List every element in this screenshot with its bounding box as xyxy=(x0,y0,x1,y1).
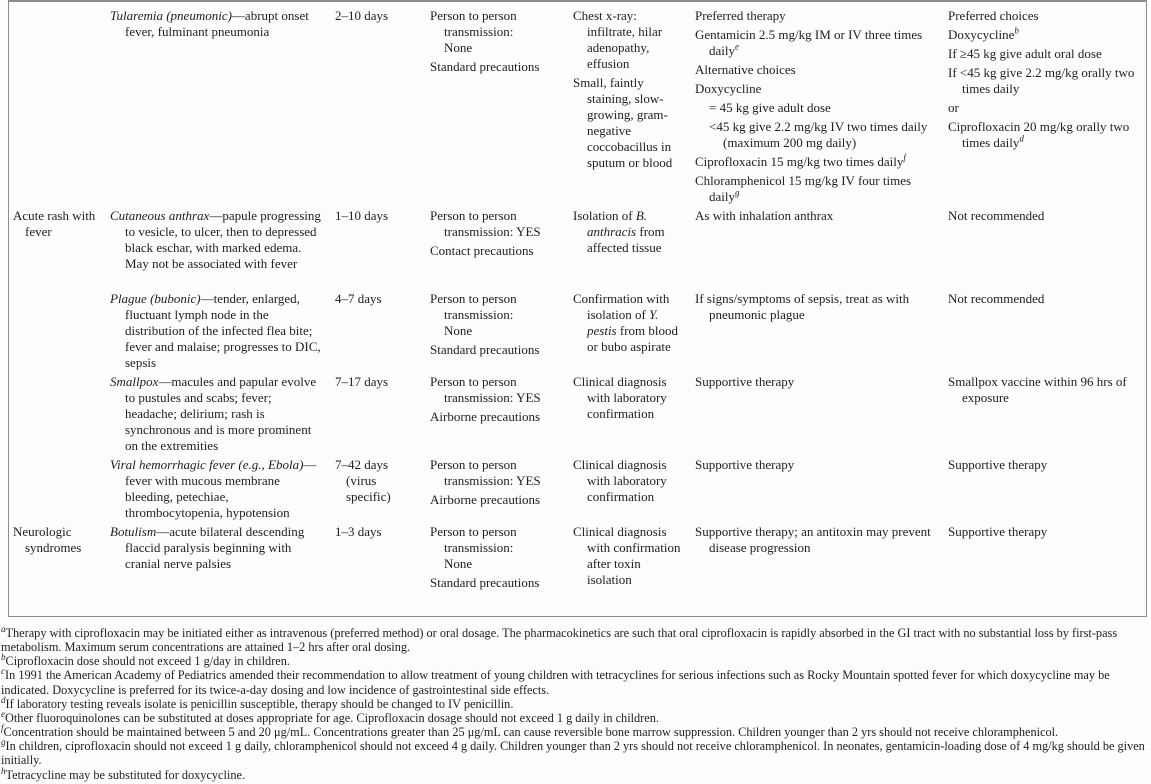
table-row xyxy=(13,524,1146,612)
treatment-cell xyxy=(695,8,948,208)
text-paragraph: Person to person transmission: None xyxy=(430,524,517,571)
diagnosis-cell xyxy=(573,208,695,259)
text-paragraph: or xyxy=(948,100,959,115)
text-paragraph: Smallpox—macules and papular evolve to pustules and scabs; fever; headache; delirium; rash is synchronous and is more prominent on the extremities xyxy=(110,374,317,453)
text-paragraph: Standard precautions xyxy=(430,575,540,590)
bioterrorism-agents-table xyxy=(8,0,1147,617)
text-paragraph: Not recommended xyxy=(948,291,1045,306)
table-row xyxy=(13,8,1146,208)
treatment-cell xyxy=(695,291,948,326)
text-paragraph: Confirmation with isolation of Y. pestis from blood or bubo aspirate xyxy=(573,291,679,354)
text-paragraph: Supportive therapy xyxy=(695,457,795,472)
table-row xyxy=(13,208,1146,291)
text-paragraph: Chloramphenicol 15 mg/kg IV four times daily$^g$ xyxy=(695,173,912,204)
text-paragraph: Doxycycline$^b$ xyxy=(948,25,1019,42)
text-paragraph: 7–17 days xyxy=(335,374,389,389)
footnote: $^e$Other fluoroquinolones can be substituted at doses appropriate for age. Ciprofloxacin dosage should not exceed 1 g daily in children. xyxy=(1,708,659,725)
prophylaxis-cell xyxy=(948,457,1145,476)
text-paragraph: As with inhalation anthrax xyxy=(695,208,834,223)
diagnosis-cell xyxy=(573,8,695,174)
disease-cell xyxy=(110,291,333,374)
incubation-cell xyxy=(333,208,430,227)
text-paragraph: Clinical diagnosis with confirmation after toxin isolation xyxy=(573,524,681,587)
transmission-cell xyxy=(430,524,573,594)
incubation-cell xyxy=(333,291,430,310)
syndrome-cell xyxy=(13,208,110,243)
footnote: $^a$Therapy with ciprofloxacin may be initiated either as intravenous (preferred method) or oral dosage. The pharmacokinetics are such that oral ciprofloxacin is rapidly absorbed in the GI tract with no substantial loss by first-pass metabolism. Maximum serum concentrations are attained 1–2 hrs after oral dosing. xyxy=(1,623,1118,655)
transmission-cell xyxy=(430,208,573,262)
disease-cell xyxy=(110,374,333,457)
treatment-cell xyxy=(695,208,948,227)
text-paragraph: Person to person transmission: None xyxy=(430,8,517,55)
text-paragraph: Person to person transmission: YES xyxy=(430,208,541,239)
text-paragraph: Airborne precautions xyxy=(430,492,541,507)
transmission-cell xyxy=(430,291,573,361)
text-paragraph: Plague (bubonic)—tender, enlarged, fluctuant lymph node in the distribution of the infected flea bite; fever and malaise; progresses to DIC, sepsis xyxy=(110,291,321,370)
table-row xyxy=(13,457,1146,524)
transmission-cell xyxy=(430,457,573,511)
table-body xyxy=(13,8,1146,612)
footnote: $^b$Ciprofloxacin dose should not exceed 1 g/day in children. xyxy=(1,652,290,669)
diagnosis-cell xyxy=(573,374,695,425)
footnote: $^f$Concentration should be maintained between 5 and 20 μg/mL. Concentrations greater than 25 μg/mL can cause reversible bone marrow suppression. Children younger than 2 yrs should not receive chloramphenicol. xyxy=(1,723,1059,740)
disease-cell xyxy=(110,8,333,43)
prophylaxis-cell xyxy=(948,291,1145,310)
table-row xyxy=(13,291,1146,374)
text-paragraph: Standard precautions xyxy=(430,342,540,357)
text-paragraph: Alternative choices xyxy=(695,62,796,77)
transmission-cell xyxy=(430,374,573,428)
text-paragraph: <45 kg give 2.2 mg/kg IV two times daily (maximum 200 mg daily) xyxy=(709,119,928,150)
text-paragraph: Botulism—acute bilateral descending flaccid paralysis beginning with cranial nerve palsies xyxy=(110,524,305,571)
text-paragraph: 4–7 days xyxy=(335,291,382,306)
text-paragraph: = 45 kg give adult dose xyxy=(709,100,831,115)
treatment-cell xyxy=(695,524,948,559)
text-paragraph: Clinical diagnosis with laboratory confirmation xyxy=(573,457,667,504)
prophylaxis-cell xyxy=(948,8,1145,154)
disease-cell xyxy=(110,457,333,524)
text-paragraph: Doxycycline xyxy=(695,81,762,96)
footnote: $^g$In children, ciprofloxacin should not exceed 1 g daily, chloramphenicol should not exceed 4 g daily. Children younger than 2 yrs should not receive chloramphenicol. In neonates, gentamicin-loading dose of 4 mg/kg should be given initially. xyxy=(1,737,1145,768)
footnotes xyxy=(1,623,1149,782)
text-paragraph: 2–10 days xyxy=(335,8,389,23)
text-paragraph: Ciprofloxacin 15 mg/kg two times daily$^f$ xyxy=(695,152,906,169)
text-paragraph: Supportive therapy xyxy=(695,374,795,389)
incubation-cell xyxy=(333,374,430,393)
text-paragraph: If <45 kg give 2.2 mg/kg orally two times daily xyxy=(948,65,1135,96)
disease-cell xyxy=(110,208,333,275)
treatment-cell xyxy=(695,457,948,476)
text-paragraph: Viral hemorrhagic fever (e.g., Ebola)—fever with mucous membrane bleeding, petechiae, thrombocytopenia, hypotension xyxy=(110,457,317,520)
text-paragraph: Clinical diagnosis with laboratory confirmation xyxy=(573,374,667,421)
text-paragraph: Person to person transmission: None xyxy=(430,291,517,338)
text-paragraph: 1–10 days xyxy=(335,208,389,223)
text-paragraph: Small, faintly staining, slow-growing, gram-negative coccobacillus in sputum or blood xyxy=(573,75,673,170)
diagnosis-cell xyxy=(573,457,695,508)
diagnosis-cell xyxy=(573,291,695,358)
text-paragraph: Acute rash with fever xyxy=(13,208,96,239)
text-paragraph: If signs/symptoms of sepsis, treat as with pneumonic plague xyxy=(695,291,910,322)
text-paragraph: 1–3 days xyxy=(335,524,382,539)
syndrome-cell xyxy=(13,524,110,559)
footnote: $^h$Tetracycline may be substituted for doxycycline. xyxy=(1,765,246,782)
incubation-cell xyxy=(333,524,430,543)
text-paragraph: Neurologic syndromes xyxy=(13,524,82,555)
text-paragraph: Smallpox vaccine within 96 hrs of exposure xyxy=(948,374,1127,405)
footnote: $^d$If laboratory testing reveals isolate is penicillin susceptible, therapy should be changed to IV penicillin. xyxy=(1,694,514,711)
table-row xyxy=(13,374,1146,457)
prophylaxis-cell xyxy=(948,208,1145,227)
text-paragraph: Chest x-ray: infiltrate, hilar adenopathy, effusion xyxy=(573,8,663,71)
prophylaxis-cell xyxy=(948,524,1145,543)
text-paragraph: Supportive therapy xyxy=(948,457,1048,472)
text-paragraph: Gentamicin 2.5 mg/kg IM or IV three times daily$^e$ xyxy=(695,27,923,58)
text-paragraph: 7–42 days (virus specific) xyxy=(335,457,391,504)
text-paragraph: Isolation of B. anthracis from affected tissue xyxy=(573,208,665,255)
text-paragraph: Not recommended xyxy=(948,208,1045,223)
text-paragraph: Preferred therapy xyxy=(695,8,786,23)
text-paragraph: Person to person transmission: YES xyxy=(430,374,541,405)
footnote: $^c$In 1991 the American Academy of Pediatrics amended their recommendation to allow treatment of young children with tetracyclines for serious infections such as Rocky Mountain spotted fever for which doxycycline may be indicated. Doxycycline is preferred for its twice-a-day dosing and low incidence of gastrointestinal side effects. xyxy=(1,666,1110,697)
text-paragraph: Supportive therapy xyxy=(948,524,1048,539)
incubation-cell xyxy=(333,457,430,508)
text-paragraph: Person to person transmission: YES xyxy=(430,457,541,488)
text-paragraph: Preferred choices xyxy=(948,8,1039,23)
text-paragraph: Ciprofloxacin 20 mg/kg orally two times daily$^d$ xyxy=(948,119,1130,150)
diagnosis-cell xyxy=(573,524,695,591)
text-paragraph: Tularemia (pneumonic)—abrupt onset fever, fulminant pneumonia xyxy=(110,8,309,39)
text-paragraph: Contact precautions xyxy=(430,243,534,258)
text-paragraph: Supportive therapy; an antitoxin may prevent disease progression xyxy=(695,524,931,555)
transmission-cell xyxy=(430,8,573,78)
text-paragraph: If ≥45 kg give adult oral dose xyxy=(948,46,1102,61)
text-paragraph: Cutaneous anthrax—papule progressing to vesicle, to ulcer, then to depressed black eschar, with marked edema. May not be associated with fever xyxy=(110,208,321,271)
disease-cell xyxy=(110,524,333,575)
text-paragraph: Standard precautions xyxy=(430,59,540,74)
incubation-cell xyxy=(333,8,430,27)
treatment-cell xyxy=(695,374,948,393)
prophylaxis-cell xyxy=(948,374,1145,409)
text-paragraph: Airborne precautions xyxy=(430,409,541,424)
